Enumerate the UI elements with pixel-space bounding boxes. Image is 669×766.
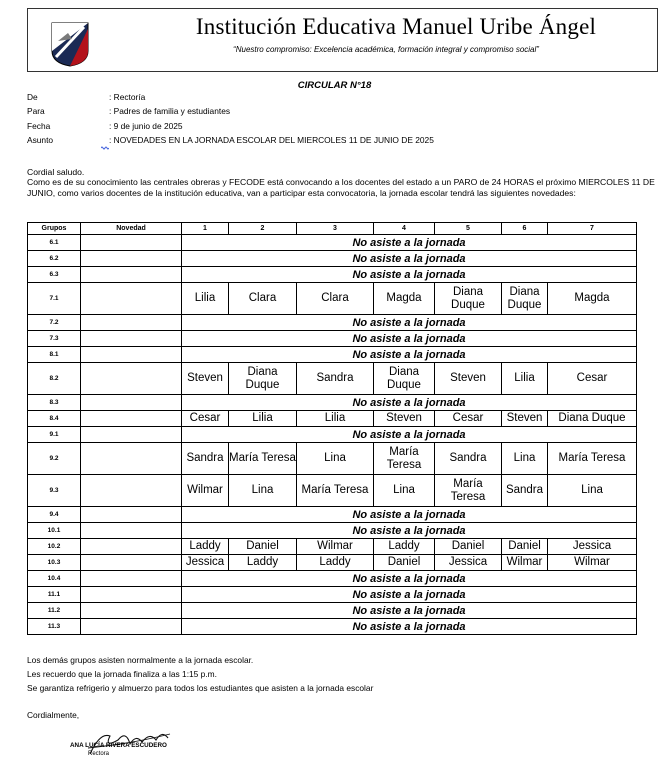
absence-cell: No asiste a la jornada (182, 267, 637, 283)
teacher-cell: Lilia (229, 411, 297, 427)
absence-cell: No asiste a la jornada (182, 587, 637, 603)
novedad-cell (81, 283, 182, 315)
circular-title: CIRCULAR N°18 (297, 80, 372, 91)
group-cell: 7.3 (28, 331, 81, 347)
meta-key: Para (27, 106, 45, 116)
absence-cell: No asiste a la jornada (182, 603, 637, 619)
absence-cell: No asiste a la jornada (182, 619, 637, 635)
group-cell: 11.3 (28, 619, 81, 635)
novedad-cell (81, 411, 182, 427)
school-crest-icon (50, 21, 90, 67)
absence-cell: No asiste a la jornada (182, 235, 637, 251)
meta-key: Fecha (27, 121, 51, 131)
teacher-cell: Sandra (182, 443, 229, 475)
teacher-cell: Jessica (435, 555, 502, 571)
table-row (28, 507, 637, 523)
table-row (28, 235, 637, 251)
teacher-cell: María Teresa (548, 443, 637, 475)
column-header: 3 (297, 223, 374, 235)
teacher-cell: Laddy (229, 555, 297, 571)
table-row (28, 411, 637, 427)
group-cell: 10.2 (28, 539, 81, 555)
table-row (28, 331, 637, 347)
table-row (28, 475, 637, 507)
absence-cell: No asiste a la jornada (182, 331, 637, 347)
teacher-cell: Sandra (297, 363, 374, 395)
teacher-cell: Wilmar (502, 555, 548, 571)
group-cell: 11.2 (28, 603, 81, 619)
teacher-cell: Wilmar (182, 475, 229, 507)
group-cell: 10.3 (28, 555, 81, 571)
group-cell: 10.4 (28, 571, 81, 587)
teacher-cell: Magda (374, 283, 435, 315)
meta-key: Asunto (27, 135, 54, 145)
novedad-cell (81, 555, 182, 571)
footer-note-2: Les recuerdo que la jornada finaliza a las 1:15 p.m. (27, 669, 217, 679)
column-header: Novedad (81, 223, 182, 235)
meta-value: : Rectoría (109, 92, 146, 102)
group-cell: 9.1 (28, 427, 81, 443)
group-cell: 8.2 (28, 363, 81, 395)
intro-paragraph: Como es de su conocimiento las centrales obreras y FECODE está convocando a los docentes del estado a un PARO de 24 HORAS el próximo MIERCOLES 11 DE JUNIO, como varios docentes de la institución educativa, van a participar esta convocatoria, la jornada escolar tendrá las siguientes novedades: (27, 177, 655, 198)
group-cell: 10.1 (28, 523, 81, 539)
teacher-cell: Diana Duque (435, 283, 502, 315)
letterhead (27, 8, 658, 72)
column-header: 2 (229, 223, 297, 235)
novedad-cell (81, 315, 182, 331)
novedad-cell (81, 475, 182, 507)
novedad-cell (81, 331, 182, 347)
table-row (28, 619, 637, 635)
absence-cell: No asiste a la jornada (182, 251, 637, 267)
novedad-cell (81, 587, 182, 603)
teacher-cell: Daniel (229, 539, 297, 555)
meta-key: De (27, 92, 38, 102)
absence-cell: No asiste a la jornada (182, 347, 637, 363)
group-cell: 7.1 (28, 283, 81, 315)
table-row (28, 347, 637, 363)
absence-cell: No asiste a la jornada (182, 395, 637, 411)
novedad-cell (81, 251, 182, 267)
teacher-cell: Sandra (435, 443, 502, 475)
teacher-cell: Cesar (182, 411, 229, 427)
table-row (28, 443, 637, 475)
teacher-cell: Lina (229, 475, 297, 507)
teacher-cell: Cesar (435, 411, 502, 427)
teacher-cell: Lina (502, 443, 548, 475)
teacher-cell: Diana Duque (374, 363, 435, 395)
teacher-cell: Daniel (502, 539, 548, 555)
novedad-cell (81, 395, 182, 411)
absence-cell: No asiste a la jornada (182, 315, 637, 331)
column-header: 5 (435, 223, 502, 235)
teacher-cell: Clara (297, 283, 374, 315)
novedad-cell (81, 347, 182, 363)
teacher-cell: Clara (229, 283, 297, 315)
teacher-cell: Sandra (502, 475, 548, 507)
group-cell: 8.4 (28, 411, 81, 427)
novedad-cell (81, 523, 182, 539)
teacher-cell: Laddy (374, 539, 435, 555)
teacher-cell: Cesar (548, 363, 637, 395)
teacher-cell: Jessica (182, 555, 229, 571)
table-row (28, 267, 637, 283)
absence-cell: No asiste a la jornada (182, 427, 637, 443)
greeting: Cordial saludo. (27, 167, 85, 177)
teacher-cell: María Teresa (374, 443, 435, 475)
table-row (28, 283, 637, 315)
institution-motto: “Nuestro compromiso: Excelencia académica, formación integral y compromiso social” (233, 45, 539, 54)
table-row (28, 251, 637, 267)
column-header: 6 (502, 223, 548, 235)
teacher-cell: Steven (182, 363, 229, 395)
group-cell: 6.3 (28, 267, 81, 283)
teacher-cell: Wilmar (548, 555, 637, 571)
teacher-cell: Wilmar (297, 539, 374, 555)
novedad-cell (81, 619, 182, 635)
table-row (28, 395, 637, 411)
footer-note-3: Se garantiza refrigerio y almuerzo para todos los estudiantes que asisten a la jornada escolar (27, 683, 374, 693)
signature-role: Rectora (88, 751, 110, 757)
teacher-cell: Steven (374, 411, 435, 427)
meta-value: : Padres de familia y estudiantes (109, 106, 231, 116)
teacher-cell: María Teresa (435, 475, 502, 507)
signature-name: ANA LUCÍA RIVERA ESCUDERO (70, 742, 167, 749)
teacher-cell: María Teresa (229, 443, 297, 475)
novedad-cell (81, 571, 182, 587)
novedad-cell (81, 267, 182, 283)
teacher-cell: Laddy (182, 539, 229, 555)
table-row (28, 603, 637, 619)
group-cell: 8.1 (28, 347, 81, 363)
teacher-cell: Jessica (548, 539, 637, 555)
table-header-row (28, 223, 637, 235)
meta-value: : NOVEDADES EN LA JORNADA ESCOLAR DEL MIERCOLES 11 DE JUNIO DE 2025 (109, 135, 434, 145)
teacher-cell: Daniel (435, 539, 502, 555)
group-cell: 8.3 (28, 395, 81, 411)
group-cell: 6.1 (28, 235, 81, 251)
novedad-cell (81, 235, 182, 251)
group-cell: 9.2 (28, 443, 81, 475)
group-cell: 11.1 (28, 587, 81, 603)
group-cell: 9.4 (28, 507, 81, 523)
novedad-cell (81, 603, 182, 619)
teacher-cell: Lilia (502, 363, 548, 395)
novedad-cell (81, 507, 182, 523)
teacher-cell: Magda (548, 283, 637, 315)
teacher-cell: Lina (374, 475, 435, 507)
teacher-cell: Daniel (374, 555, 435, 571)
teacher-cell: Diana Duque (229, 363, 297, 395)
teacher-cell: María Teresa (297, 475, 374, 507)
column-header: Grupos (28, 223, 81, 235)
table-row (28, 523, 637, 539)
teacher-cell: Lilia (182, 283, 229, 315)
table-row (28, 363, 637, 395)
institution-name: Institución Educativa Manuel Uribe Ángel (195, 14, 597, 39)
column-header: 7 (548, 223, 637, 235)
teacher-cell: Diana Duque (502, 283, 548, 315)
table-row (28, 539, 637, 555)
group-cell: 9.3 (28, 475, 81, 507)
column-header: 1 (182, 223, 229, 235)
absence-cell: No asiste a la jornada (182, 507, 637, 523)
absence-cell: No asiste a la jornada (182, 571, 637, 587)
novedad-cell (81, 427, 182, 443)
teacher-cell: Lilia (297, 411, 374, 427)
footer-note-1: Los demás grupos asisten normalmente a la jornada escolar. (27, 655, 254, 665)
table-row (28, 427, 637, 443)
spellcheck-squiggle-icon (101, 146, 109, 150)
novedad-cell (81, 539, 182, 555)
teacher-cell: Steven (435, 363, 502, 395)
table-row (28, 571, 637, 587)
column-header: 4 (374, 223, 435, 235)
novedad-cell (81, 443, 182, 475)
teacher-cell: Lina (548, 475, 637, 507)
teacher-cell: Diana Duque (548, 411, 637, 427)
group-cell: 6.2 (28, 251, 81, 267)
absence-cell: No asiste a la jornada (182, 523, 637, 539)
table-row (28, 555, 637, 571)
teacher-cell: Laddy (297, 555, 374, 571)
schedule-table (27, 222, 637, 635)
table-row (28, 315, 637, 331)
closing: Cordialmente, (27, 710, 80, 720)
teacher-cell: Steven (502, 411, 548, 427)
novedad-cell (81, 363, 182, 395)
group-cell: 7.2 (28, 315, 81, 331)
table-row (28, 587, 637, 603)
teacher-cell: Lina (297, 443, 374, 475)
meta-value: : 9 de junio de 2025 (109, 121, 183, 131)
